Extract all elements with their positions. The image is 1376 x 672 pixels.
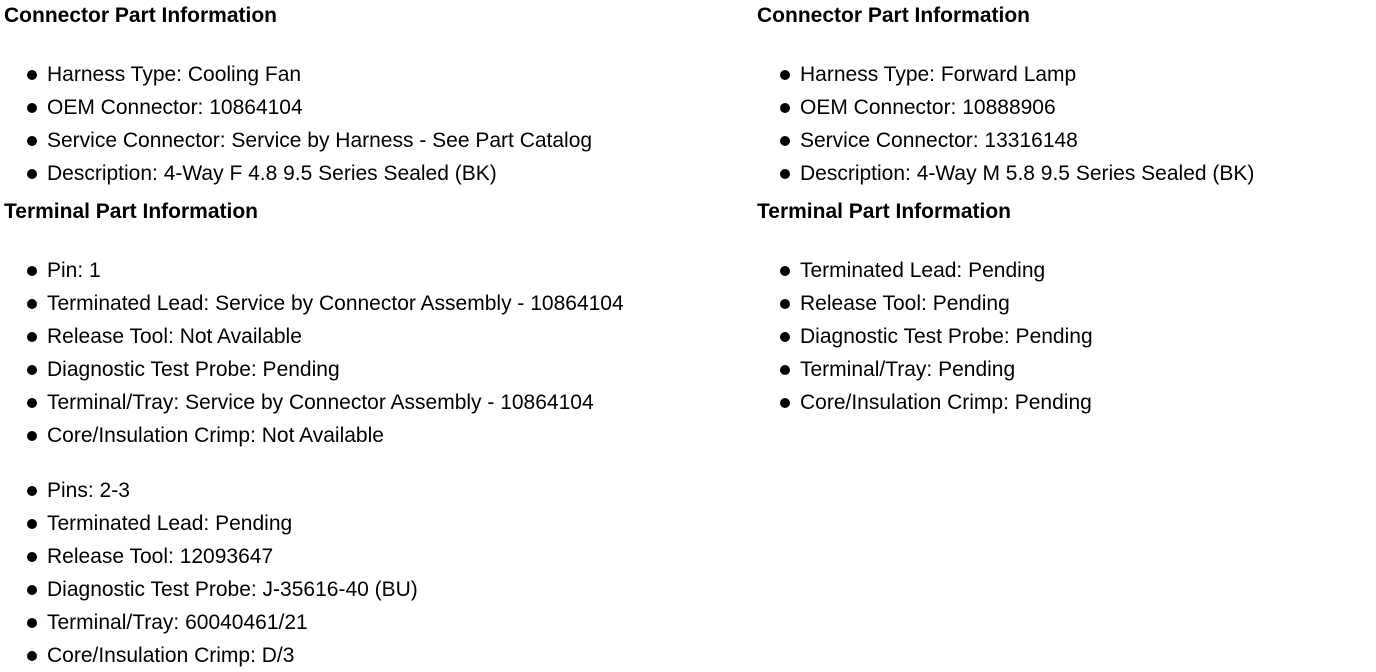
list-item-text: Pins: 2-3 [47,479,130,502]
list-item [757,157,1376,190]
list-item-text: Description: 4-Way M 5.8 9.5 Series Sealed (BK) [800,162,1255,185]
list-item [757,124,1376,157]
list-item [4,353,753,386]
bullet-icon [27,618,37,628]
terminal-info-list [757,254,1376,419]
connector-part-information-heading: Connector Part Information [757,4,1031,27]
list-item [4,573,753,606]
bullet-icon [27,398,37,408]
list-item [757,353,1376,386]
list-item [757,58,1376,91]
list-item [4,91,753,124]
list-item-text: Diagnostic Test Probe: Pending [47,358,340,381]
list-item [4,540,753,573]
list-item-text: Release Tool: Not Available [47,325,302,348]
list-item-text: Service Connector: 13316148 [800,129,1078,152]
list-item-text: Terminal/Tray: Pending [800,358,1016,381]
bullet-icon [27,136,37,146]
list-item-text: Terminated Lead: Pending [800,259,1046,282]
bullet-icon [780,266,790,276]
list-item [757,320,1376,353]
list-item-text: Diagnostic Test Probe: J-35616-40 (BU) [47,578,418,601]
list-item [4,639,753,672]
bullet-icon [780,365,790,375]
list-item [4,507,753,540]
bullet-icon [27,332,37,342]
list-item-text: Core/Insulation Crimp: Not Available [47,424,384,447]
terminal-info-list-pin-1 [4,254,753,452]
bullet-icon [780,136,790,146]
connector-info-list [757,58,1376,190]
list-item [4,320,753,353]
list-item-text: Harness Type: Cooling Fan [47,63,302,86]
terminal-info-list-pins-2-3 [4,474,753,672]
bullet-icon [27,169,37,179]
list-item-text: Terminated Lead: Service by Connector Assembly - 10864104 [47,292,624,315]
bullet-icon [780,398,790,408]
list-item-text: Terminal/Tray: Service by Connector Assembly - 10864104 [47,391,594,414]
bullet-icon [27,103,37,113]
bullet-icon [27,552,37,562]
connector-part-information-heading: Connector Part Information [4,4,278,27]
list-item [4,606,753,639]
bullet-icon [780,169,790,179]
list-item-text: Description: 4-Way F 4.8 9.5 Series Sealed (BK) [47,162,497,185]
list-item [757,91,1376,124]
list-item-text: Core/Insulation Crimp: D/3 [47,644,295,667]
bullet-icon [27,519,37,529]
list-item-text: Terminal/Tray: 60040461/21 [47,611,308,634]
bullet-icon [780,70,790,80]
list-item [4,58,753,91]
bullet-icon [27,70,37,80]
list-item [4,124,753,157]
bullet-icon [27,651,37,661]
list-item-text: Release Tool: Pending [800,292,1010,315]
bullet-icon [27,431,37,441]
bullet-icon [27,365,37,375]
list-item-text: Terminated Lead: Pending [47,512,293,535]
list-item-text: Pin: 1 [47,259,101,282]
list-item [4,157,753,190]
list-item [757,386,1376,419]
list-item [4,254,753,287]
list-item-text: Service Connector: Service by Harness - See Part Catalog [47,129,593,152]
list-item [4,287,753,320]
terminal-part-information-heading: Terminal Part Information [757,200,1011,223]
list-item-text: OEM Connector: 10888906 [800,96,1056,119]
list-item [4,474,753,507]
bullet-icon [780,332,790,342]
list-item [4,419,753,452]
terminal-part-information-heading: Terminal Part Information [4,200,258,223]
bullet-icon [780,299,790,309]
list-item [757,287,1376,320]
list-item-text: Core/Insulation Crimp: Pending [800,391,1092,414]
bullet-icon [27,585,37,595]
right-column [753,0,1376,419]
list-item-text: Release Tool: 12093647 [47,545,274,568]
list-item-text: Diagnostic Test Probe: Pending [800,325,1093,348]
bullet-icon [27,486,37,496]
list-item-text: Harness Type: Forward Lamp [800,63,1077,86]
list-item [4,386,753,419]
list-item-text: OEM Connector: 10864104 [47,96,303,119]
bullet-icon [780,103,790,113]
connector-info-list [4,58,753,190]
bullet-icon [27,299,37,309]
list-item [757,254,1376,287]
bullet-icon [27,266,37,276]
